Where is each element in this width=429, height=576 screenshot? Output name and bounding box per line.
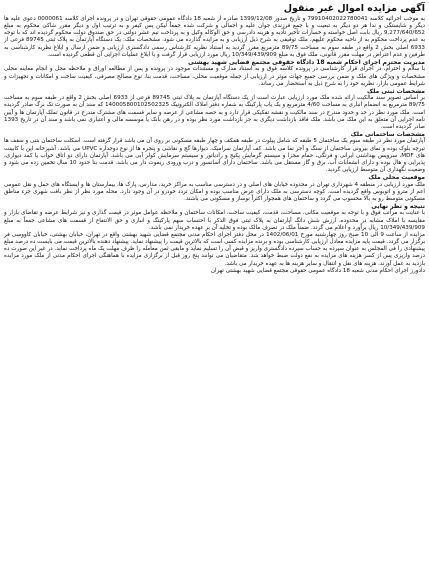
body-paragraph: آپارتمان مورد نظر در طبقه سوم یک ساختمان 5 طبقه که شامل پیلوت در طبقه همکف و چهار طبقه مسکونی بر روی آن می باشد قرار گرفته است. اسکلت ساختمان بتنی و سقف ها تیرچه بلوک بوده و نمای بیرونی ساختمان از سنگ و آجر نما می باشد. کف آپارتمان سرامیک، دیوارها گچ و نقاشی و پنجره ها از نوع دوجداره UPVC می باشد. آشپزخانه اپن با کابینت های MDF، سرویس بهداشتی ایرانی و فرنگی، حمام مجزا و سیستم گرمایش پکیج و رادیاتور و سیستم سرمایش کولر آبی می باشد. آپارتمان دارای دو اتاق خواب با کمد دیواری، پذیرایی و هال بوده و دارای انشعابات آب، برق و گاز مستقل می باشد. ساختمان دارای آسانسور و درب ورودی ریموت دار می باشد. قدمت بنا حدود 10 سال تخمین زده می شود و وضعیت نگهداری آن متوسط ارزیابی گردید. bbox=[4, 138, 426, 174]
body-paragraph: بر اساس تصویر سند مالکیت ارائه شده ملک مورد ارزیابی عبارت است از یک دستگاه آپارتمان به پلاک ثبتی 89745 فرعی از 6933 اصلی بخش 2 واقع در طبقه سوم به مساحت 89/75 مترمربع به انضمام انباری به مساحت 4/60 مترمربع و یک باب پارکینگ به شماره دفتر املاک الکترونیک 140005800102502325 که سند آن به صورت تک برگ صادر گردیده است. ملک مورد نظر در حد و حدود مندرج در سند مالکیت و نقشه تفکیکی قرار دارد و به حصه مشاعی از عرصه و سایر قسمت های مشترک مندرج در قانون تملک آپارتمان ها و آیین نامه اجرایی آن متعلق به این ملک می باشد. ملک فاقد بازداشت دیگری به جز بازداشت مورد نظر بوده و در رهن بانک یا موسسه مالی و اعتباری نمی باشد و سند آن در تاریخ 1393 صادر گردیده است. bbox=[4, 95, 425, 130]
body-paragraph: با سلام و احترام، در اجرای قرار کارشناسی در پرونده کلاسه فوق و به استناد مدارک و مستندات موجود در پرونده و پس از مطالعه اوراق و ملاحظه محل و انجام معاینه محلی مشخصات و ویژگی های ملک و ضمن بررسی جمیع جهات موثر در ارزیابی از جمله موقعیت محلی، مساحت، قدمت بنا، نوع مصالح مصرفی، کیفیت ساخت و امکانات و تجهیزات و شرایط عمومی بازار، نظریه خود را به شرح ذیل به استحضار می رساند. bbox=[4, 66, 425, 87]
body-paragraph: دادورز اجرای احکام مدنی شعبه 18 دادگاه عمومی حقوقی مجتمع قضایی شهید بهشتی تهران bbox=[210, 267, 425, 274]
notice-body bbox=[4, 16, 425, 275]
section-heading: نتیجه و نظر نهایی bbox=[371, 203, 425, 211]
section-heading: موقعیت محلی ملک bbox=[368, 174, 425, 182]
body-paragraph: با عنایت به مراتب فوق و با توجه به موقعیت مکانی، مساحت، قدمت، کیفیت ساخت، امکانات ساختمان و ملاحظه عوامل موثر در قیمت گذاری و نیز شرایط عرضه و تقاضای بازار و مقایسه با املاک مشابه در محدوده، ارزش شش دانگ آپارتمان به پلاک ثبتی فوق الذکر با احتساب سهم پارکینگ و انباری و حق الانتفاع از قسمت های مشاعی جمعاً به مبلغ 10/349/439/909 ریال برآورد و اعلام می گردد. ضمناً ملک در تصرف مالک بوده و تخلیه آن بر عهده خریدار نمی باشد. bbox=[4, 210, 425, 231]
section-heading: مدیریت محترم اجرای احکام شعبه 18 دادگاه حقوقی مجتمع قضایی شهید بهشتی bbox=[188, 58, 425, 66]
section-heading: مشخصات ساختمانی ملک bbox=[350, 131, 425, 138]
body-paragraph: مزایده از ساعت 9 الی 10 صبح روز چهارشنبه مورخ 1402/06/01 در محل دفتر اجرای احکام مدنی مجتمع قضایی شهید بهشتی واقع در تهران، خیابان بهشتی، خیابان کاووسی فر برگزار می گردد. قیمت پایه مزایده معادل ارزیابی کارشناسی بوده و برنده مزایده کسی است که بالاترین قیمت را پیشنهاد نماید. پیشنهاد دهنده بالاترین قیمت می بایست ده درصد مبلغ پیشنهادی را فی المجلس به عنوان سپرده به حساب سپرده دادگستری واریز و قبض آن را تسلیم نماید و مابقی ثمن معامله را ظرف مهلت یک ماه پرداخت نماید. در غیر این صورت ده درصد واریزی پس از کسر هزینه های مزایده به نفع دولت ضبط خواهد شد. متقاضیان می توانند پنج روز قبل از برگزاری مزایده با هماهنگی اجرای احکام مدنی از ملک مورد مزایده بازدید به عمل آورند. هزینه های نقل و انتقال و سایر هزینه ها به عهده خریدار می باشد. bbox=[4, 231, 425, 267]
section-heading: مشخصات ثبتی ملک bbox=[366, 87, 425, 95]
notice-title: آگهی مزایده اموال غیر منقول bbox=[283, 3, 425, 14]
body-paragraph: ملک مورد ارزیابی در منطقه 4 شهرداری تهران در محدوده خیابان های اصلی و در دسترسی مناسب به مراکز خرید، مدارس، پارک ها، بیمارستان ها و ایستگاه های حمل و نقل عمومی اعم از مترو و اتوبوس واقع گردیده است. کوچه دسترسی به ملک دارای عرض مناسب بوده و امکان تردد خودرو در آن وجود دارد. محله مورد نظر از نظر بافت شهری جزء مناطق مسکونی متوسط رو به بالا محسوب می گردد و ساختمان های همجوار اکثراً نوساز و مسکونی می باشند. bbox=[4, 181, 425, 202]
body-paragraph: به موجب اجرائیه کلاسه 9910402022780041‏7 و تاریخ صدور 1399/12/08 صادره از شعبه 18 دادگاه عمومی حقوقی تهران و در پرونده اجرای کلاسه 0000061 دعوی علیه ها دیگر و شایستگی و ندا هر دو دیگر به تبعیت و با جمع فرزندی جوان علیه و اجمالی و شرکت شده جمعاً لیکن پس کیفر و به ترتیب اول و دیگر مقرر شاکی محکوم به مبلغ 9,277/640/652 ریال بابت اصل خواسته و خسارات تأخیر تأدیه و هزینه دادرسی و حق الوکاله وکیل و به پرداخت نیم عشر دولتی در حق صندوق دولت محکوم گردیده اند که با توجه به عدم پرداخت محکوم به از ناحیه محکوم علیهم، ملک توقیفی به شرح ذیل ارزیابی و به مزایده گذارده می شود. مشخصات ملک: یک دستگاه آپارتمان به پلاک ثبتی 89745 فرعی از 6933 اصلی بخش 2 واقع در طبقه سوم به مساحت 89/75 مترمربع مقرر گردید به استناد نظریه کارشناس رسمی دادگستری ارزیابی و ضمن ارسال و ابلاغ نظریه کارشناسی به طرفین و عدم اعتراض در مهلت مقرر قانونی، ملک فوق به مبلغ 10/349/439/909 ریال مورد ارزیابی قرار گرفت و با ابلاغ عملیات اجرایی آن قطعی گردیده است. bbox=[4, 16, 425, 58]
